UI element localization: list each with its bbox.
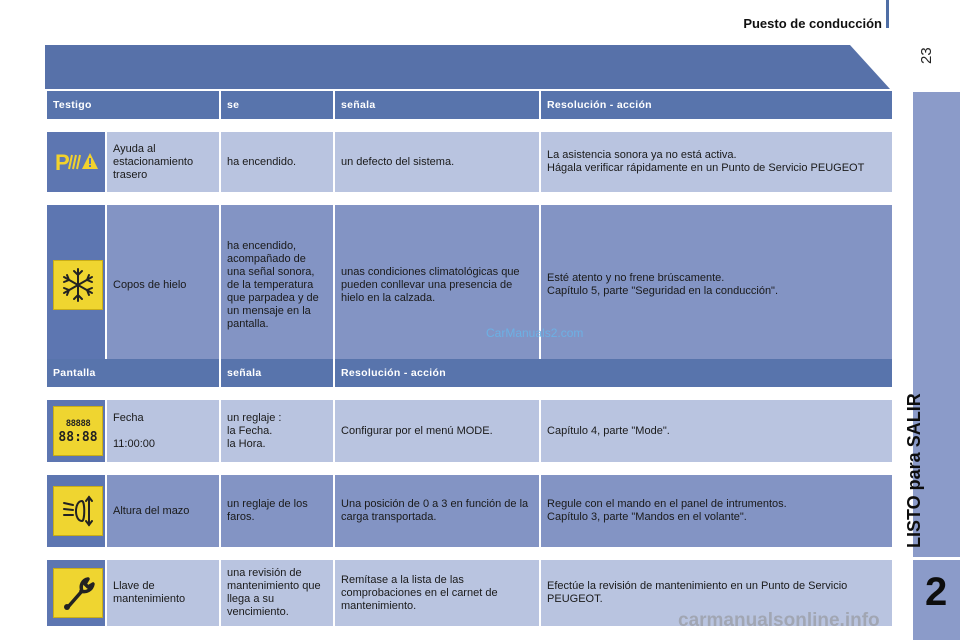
row-name: Altura del mazo bbox=[107, 475, 219, 547]
icon-cell bbox=[47, 475, 105, 547]
table-row bbox=[47, 132, 892, 192]
top-rule bbox=[886, 0, 889, 28]
senala-line: un reglaje : bbox=[227, 411, 282, 424]
chapter-number: 2 bbox=[925, 570, 948, 614]
wrench-icon bbox=[53, 568, 103, 618]
row-name: Ayuda al estacionamiento trasero bbox=[107, 132, 219, 192]
section-title: Puesto de conducción bbox=[743, 16, 882, 31]
snowflake-icon bbox=[53, 260, 103, 310]
icon-cell bbox=[47, 205, 105, 365]
parking-sensor-icon bbox=[53, 138, 101, 186]
row-resolucion bbox=[541, 132, 892, 192]
display-table bbox=[45, 359, 894, 626]
side-tab-divider bbox=[913, 557, 960, 560]
digital-clock-display-icon bbox=[53, 406, 103, 456]
table-header-row bbox=[47, 91, 892, 119]
chapter-label: LISTO para SALIR bbox=[904, 393, 924, 548]
warning-lights-table bbox=[45, 91, 894, 365]
senala-line: la Hora. bbox=[227, 437, 266, 450]
resolucion-line: Capítulo 3, parte "Mandos en el volante". bbox=[547, 511, 747, 523]
table-header-row bbox=[47, 359, 892, 387]
row-resolucion bbox=[541, 475, 892, 547]
row-accion: Configurar por el menú MODE. bbox=[335, 400, 539, 462]
header-senala: señala bbox=[335, 91, 539, 119]
row-senala: una revisión de mantenimiento que llega a su vencimiento. bbox=[221, 560, 333, 626]
table-row bbox=[47, 205, 892, 365]
row-senala: unas condiciones climatológicas que pueden conllevar una presencia de hielo en la calzada. bbox=[335, 205, 539, 365]
icon-cell bbox=[47, 400, 105, 462]
row-resolucion bbox=[541, 205, 892, 365]
svg-text:P: P bbox=[55, 150, 70, 175]
headlamp-levelling-icon bbox=[53, 486, 103, 536]
watermark-bottom: carmanualsonline.info bbox=[678, 610, 880, 631]
resolucion-line: La asistencia sonora ya no está activa. bbox=[547, 149, 737, 161]
header-testigo: Testigo bbox=[47, 91, 219, 119]
header-resolucion: Resolución - acción bbox=[335, 359, 892, 387]
header-resolucion: Resolución - acción bbox=[541, 91, 892, 119]
row-se: ha encendido, acompañado de una señal sonora, de la temperatura que parpadea y de un mensaje en la pantalla. bbox=[221, 205, 333, 365]
resolucion-line: Regule con el mando en el panel de intrumentos. bbox=[547, 498, 787, 510]
display-digits-bottom: 88:88 bbox=[58, 430, 98, 445]
table-row bbox=[47, 475, 892, 547]
row-name bbox=[107, 400, 219, 462]
header-pantalla: Pantalla bbox=[47, 359, 219, 387]
resolucion-line: Esté atento y no frene brúscamente. bbox=[547, 272, 725, 284]
icon-cell bbox=[47, 132, 105, 192]
row-name: Llave de mantenimiento bbox=[107, 560, 219, 626]
header-se: se bbox=[221, 91, 333, 119]
resolucion-line: Capítulo 5, parte "Seguridad en la conducción". bbox=[547, 285, 779, 297]
display-digits-top: 88888 bbox=[65, 419, 91, 429]
row-accion: Remítase a la lista de las comprobaciones en el carnet de mantenimiento. bbox=[335, 560, 539, 626]
row-resolucion: Capítulo 4, parte "Mode". bbox=[541, 400, 892, 462]
page-number: 23 bbox=[918, 47, 935, 64]
row-resolucion: Efectúe la revisión de mantenimiento en un Punto de Servicio PEUGEOT. bbox=[541, 560, 892, 626]
row-senala bbox=[221, 400, 333, 462]
header-senala: señala bbox=[221, 359, 333, 387]
row-senala: un reglaje de los faros. bbox=[221, 475, 333, 547]
title-banner bbox=[45, 45, 890, 89]
name-line: Fecha bbox=[113, 411, 144, 424]
row-accion: Una posición de 0 a 3 en función de la carga transportada. bbox=[335, 475, 539, 547]
row-senala: un defecto del sistema. bbox=[335, 132, 539, 192]
watermark-mid: CarManuals2.com bbox=[486, 326, 584, 340]
icon-cell bbox=[47, 560, 105, 626]
row-se: ha encendido. bbox=[221, 132, 333, 192]
row-name: Copos de hielo bbox=[107, 205, 219, 365]
table-row bbox=[47, 400, 892, 462]
senala-line: la Fecha. bbox=[227, 424, 273, 437]
name-line: 11:00:00 bbox=[113, 437, 156, 450]
resolucion-line: Hágala verificar rápidamente en un Punto de Servicio PEUGEOT bbox=[547, 162, 865, 174]
